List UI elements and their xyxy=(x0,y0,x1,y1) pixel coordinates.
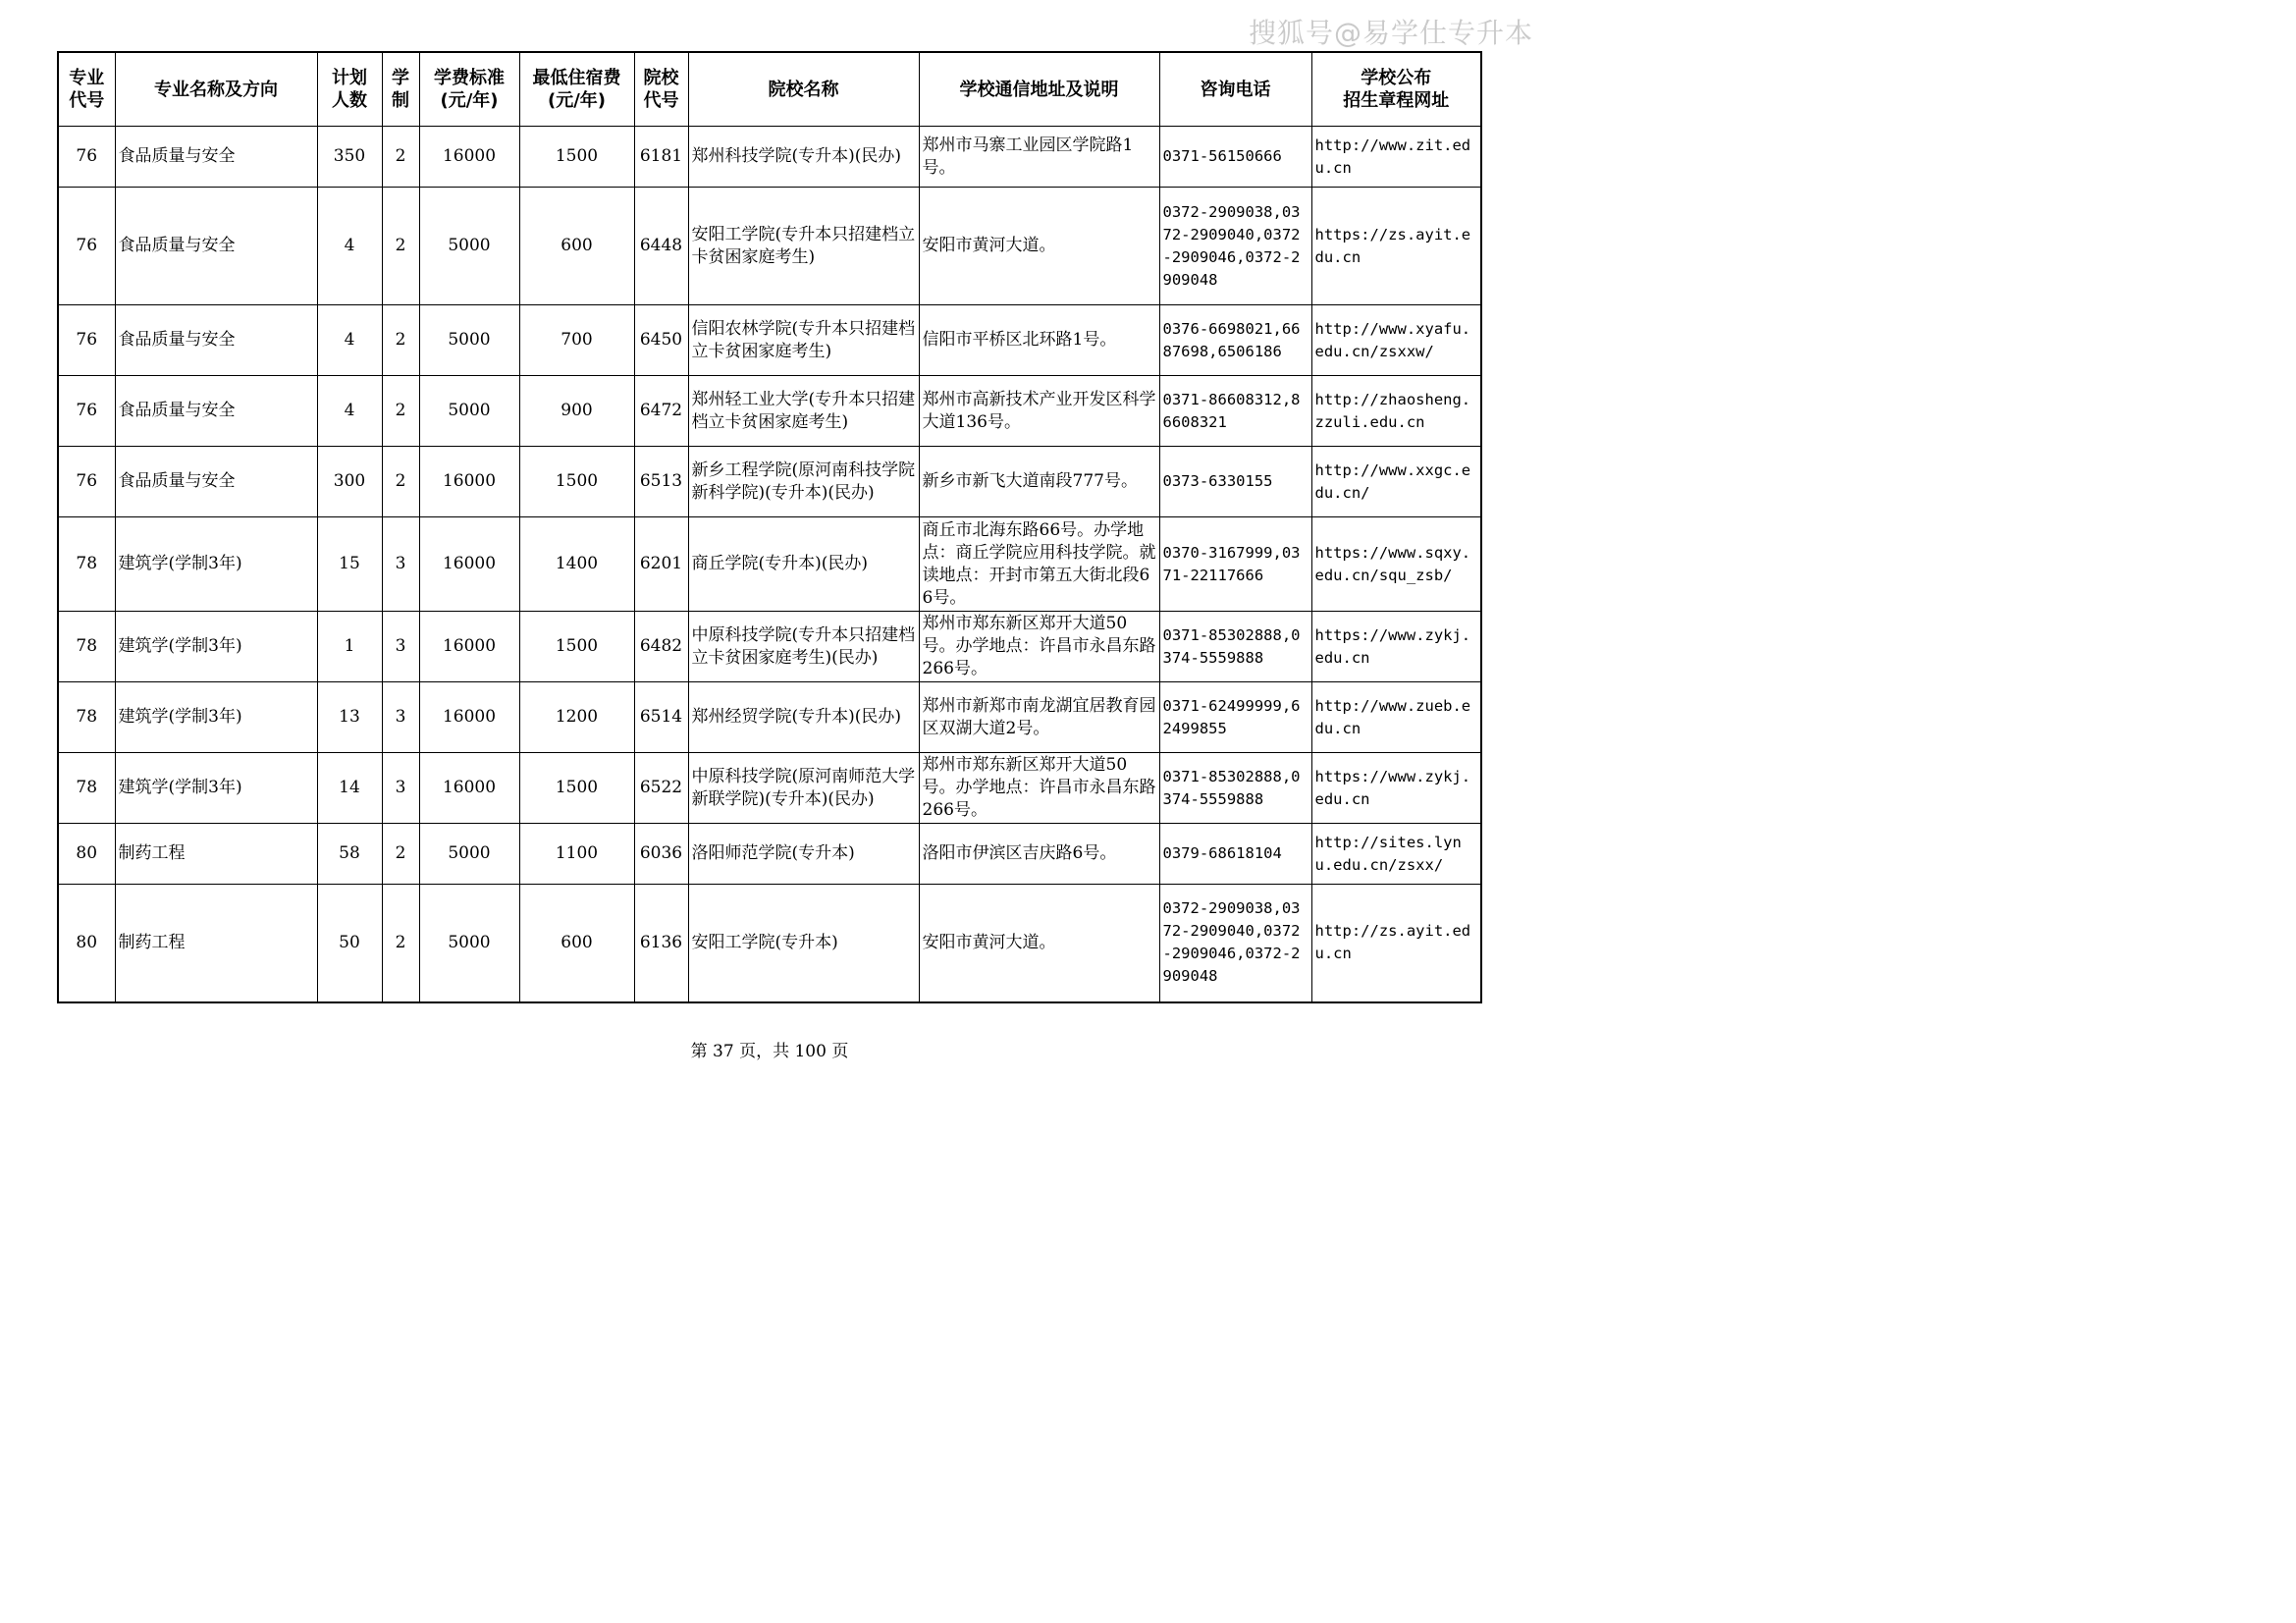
header-charter-url: 学校公布 招生章程网址 xyxy=(1311,52,1481,127)
cell-school-code: 6448 xyxy=(634,188,688,305)
cell-tuition: 16000 xyxy=(419,447,519,517)
cell-tuition: 16000 xyxy=(419,753,519,824)
header-duration: 学 制 xyxy=(382,52,419,127)
cell-phone: 0372-2909038,0372-2909040,0372-2909046,0372-2909048 xyxy=(1159,188,1311,305)
header-row xyxy=(58,52,1481,127)
cell-school-code: 6482 xyxy=(634,612,688,682)
cell-dorm-fee: 1500 xyxy=(519,447,634,517)
cell-tuition: 5000 xyxy=(419,824,519,885)
cell-major-name: 食品质量与安全 xyxy=(115,376,317,447)
table-row xyxy=(58,376,1481,447)
header-tuition: 学费标准 (元/年) xyxy=(419,52,519,127)
cell-duration: 2 xyxy=(382,305,419,376)
cell-school-name: 洛阳师范学院(专升本) xyxy=(688,824,919,885)
cell-charter-url[interactable]: http://www.zueb.edu.cn xyxy=(1311,682,1481,753)
cell-phone: 0372-2909038,0372-2909040,0372-2909046,0372-2909048 xyxy=(1159,885,1311,1002)
cell-dorm-fee: 1500 xyxy=(519,753,634,824)
cell-address: 洛阳市伊滨区吉庆路6号。 xyxy=(919,824,1159,885)
cell-major-name: 制药工程 xyxy=(115,824,317,885)
cell-address: 郑州市高新技术产业开发区科学大道136号。 xyxy=(919,376,1159,447)
table-row xyxy=(58,517,1481,612)
cell-charter-url[interactable]: https://www.zykj.edu.cn xyxy=(1311,612,1481,682)
cell-school-name: 郑州轻工业大学(专升本只招建档立卡贫困家庭考生) xyxy=(688,376,919,447)
table-row xyxy=(58,447,1481,517)
header-plan-count: 计划 人数 xyxy=(317,52,382,127)
cell-plan-count: 13 xyxy=(317,682,382,753)
cell-address: 郑州市郑东新区郑开大道50号。办学地点：许昌市永昌东路266号。 xyxy=(919,612,1159,682)
cell-tuition: 16000 xyxy=(419,517,519,612)
cell-major-code: 76 xyxy=(58,127,115,188)
cell-major-code: 76 xyxy=(58,447,115,517)
cell-charter-url[interactable]: http://sites.lynu.edu.cn/zsxx/ xyxy=(1311,824,1481,885)
cell-address: 郑州市马寨工业园区学院路1号。 xyxy=(919,127,1159,188)
cell-plan-count: 50 xyxy=(317,885,382,1002)
cell-school-code: 6450 xyxy=(634,305,688,376)
cell-plan-count: 1 xyxy=(317,612,382,682)
cell-charter-url[interactable]: https://zs.ayit.edu.cn xyxy=(1311,188,1481,305)
cell-dorm-fee: 1500 xyxy=(519,127,634,188)
cell-major-name: 建筑学(学制3年) xyxy=(115,682,317,753)
cell-major-name: 食品质量与安全 xyxy=(115,447,317,517)
cell-major-code: 78 xyxy=(58,753,115,824)
cell-school-code: 6514 xyxy=(634,682,688,753)
header-phone: 咨询电话 xyxy=(1159,52,1311,127)
cell-charter-url[interactable]: http://www.zit.edu.cn xyxy=(1311,127,1481,188)
cell-phone: 0371-56150666 xyxy=(1159,127,1311,188)
table-row xyxy=(58,682,1481,753)
cell-phone: 0371-85302888,0374-5559888 xyxy=(1159,753,1311,824)
cell-dorm-fee: 1500 xyxy=(519,612,634,682)
cell-major-code: 78 xyxy=(58,612,115,682)
cell-tuition: 5000 xyxy=(419,885,519,1002)
cell-phone: 0370-3167999,0371-22117666 xyxy=(1159,517,1311,612)
cell-plan-count: 350 xyxy=(317,127,382,188)
cell-tuition: 16000 xyxy=(419,612,519,682)
cell-duration: 2 xyxy=(382,885,419,1002)
cell-school-name: 郑州科技学院(专升本)(民办) xyxy=(688,127,919,188)
cell-dorm-fee: 1200 xyxy=(519,682,634,753)
cell-major-code: 80 xyxy=(58,885,115,1002)
cell-school-code: 6136 xyxy=(634,885,688,1002)
cell-plan-count: 4 xyxy=(317,376,382,447)
header-dorm-fee: 最低住宿费 (元/年) xyxy=(519,52,634,127)
cell-duration: 2 xyxy=(382,188,419,305)
cell-charter-url[interactable]: http://www.xxgc.edu.cn/ xyxy=(1311,447,1481,517)
cell-school-name: 商丘学院(专升本)(民办) xyxy=(688,517,919,612)
header-major-code: 专业 代号 xyxy=(58,52,115,127)
cell-dorm-fee: 1100 xyxy=(519,824,634,885)
cell-plan-count: 4 xyxy=(317,305,382,376)
cell-duration: 3 xyxy=(382,753,419,824)
cell-school-name: 中原科技学院(专升本只招建档立卡贫困家庭考生)(民办) xyxy=(688,612,919,682)
cell-charter-url[interactable]: https://www.zykj.edu.cn xyxy=(1311,753,1481,824)
cell-major-code: 76 xyxy=(58,305,115,376)
cell-major-name: 食品质量与安全 xyxy=(115,188,317,305)
cell-charter-url[interactable]: http://zhaosheng.zzuli.edu.cn xyxy=(1311,376,1481,447)
header-school-code: 院校 代号 xyxy=(634,52,688,127)
cell-plan-count: 14 xyxy=(317,753,382,824)
cell-major-name: 建筑学(学制3年) xyxy=(115,517,317,612)
cell-school-code: 6201 xyxy=(634,517,688,612)
cell-charter-url[interactable]: http://www.xyafu.edu.cn/zsxxw/ xyxy=(1311,305,1481,376)
cell-school-name: 信阳农林学院(专升本只招建档立卡贫困家庭考生) xyxy=(688,305,919,376)
cell-plan-count: 15 xyxy=(317,517,382,612)
cell-tuition: 16000 xyxy=(419,682,519,753)
table-row xyxy=(58,305,1481,376)
cell-phone: 0371-62499999,62499855 xyxy=(1159,682,1311,753)
cell-address: 商丘市北海东路66号。办学地点：商丘学院应用科技学院。就读地点：开封市第五大街北段66号。 xyxy=(919,517,1159,612)
cell-dorm-fee: 900 xyxy=(519,376,634,447)
cell-charter-url[interactable]: http://zs.ayit.edu.cn xyxy=(1311,885,1481,1002)
header-address: 学校通信地址及说明 xyxy=(919,52,1159,127)
table-body xyxy=(58,127,1481,1002)
cell-major-name: 食品质量与安全 xyxy=(115,305,317,376)
cell-school-name: 安阳工学院(专升本只招建档立卡贫困家庭考生) xyxy=(688,188,919,305)
cell-school-name: 郑州经贸学院(专升本)(民办) xyxy=(688,682,919,753)
cell-duration: 3 xyxy=(382,517,419,612)
cell-address: 信阳市平桥区北环路1号。 xyxy=(919,305,1159,376)
cell-major-code: 76 xyxy=(58,188,115,305)
cell-dorm-fee: 600 xyxy=(519,885,634,1002)
table-row xyxy=(58,824,1481,885)
cell-plan-count: 58 xyxy=(317,824,382,885)
cell-school-code: 6472 xyxy=(634,376,688,447)
cell-school-name: 安阳工学院(专升本) xyxy=(688,885,919,1002)
cell-tuition: 5000 xyxy=(419,376,519,447)
cell-phone: 0371-86608312,86608321 xyxy=(1159,376,1311,447)
cell-duration: 2 xyxy=(382,376,419,447)
cell-address: 郑州市郑东新区郑开大道50号。办学地点：许昌市永昌东路266号。 xyxy=(919,753,1159,824)
cell-plan-count: 4 xyxy=(317,188,382,305)
cell-school-code: 6181 xyxy=(634,127,688,188)
cell-major-name: 制药工程 xyxy=(115,885,317,1002)
cell-major-code: 76 xyxy=(58,376,115,447)
cell-phone: 0379-68618104 xyxy=(1159,824,1311,885)
cell-duration: 3 xyxy=(382,612,419,682)
cell-school-code: 6513 xyxy=(634,447,688,517)
cell-tuition: 5000 xyxy=(419,305,519,376)
cell-tuition: 16000 xyxy=(419,127,519,188)
cell-major-code: 78 xyxy=(58,682,115,753)
cell-school-name: 新乡工程学院(原河南科技学院新科学院)(专升本)(民办) xyxy=(688,447,919,517)
cell-duration: 2 xyxy=(382,447,419,517)
cell-address: 安阳市黄河大道。 xyxy=(919,885,1159,1002)
cell-phone: 0371-85302888,0374-5559888 xyxy=(1159,612,1311,682)
cell-tuition: 5000 xyxy=(419,188,519,305)
table-row xyxy=(58,885,1481,1002)
cell-major-code: 80 xyxy=(58,824,115,885)
cell-address: 郑州市新郑市南龙湖宜居教育园区双湖大道2号。 xyxy=(919,682,1159,753)
cell-major-code: 78 xyxy=(58,517,115,612)
table-row xyxy=(58,188,1481,305)
cell-major-name: 建筑学(学制3年) xyxy=(115,612,317,682)
cell-school-code: 6036 xyxy=(634,824,688,885)
table-row xyxy=(58,127,1481,188)
header-major-name: 专业名称及方向 xyxy=(115,52,317,127)
table-row xyxy=(58,612,1481,682)
header-school-name: 院校名称 xyxy=(688,52,919,127)
cell-duration: 3 xyxy=(382,682,419,753)
cell-plan-count: 300 xyxy=(317,447,382,517)
page-footer: 第 37 页，共 100 页 xyxy=(690,1042,849,1061)
cell-dorm-fee: 600 xyxy=(519,188,634,305)
cell-major-name: 建筑学(学制3年) xyxy=(115,753,317,824)
cell-dorm-fee: 1400 xyxy=(519,517,634,612)
cell-duration: 2 xyxy=(382,127,419,188)
table-row xyxy=(58,753,1481,824)
cell-school-code: 6522 xyxy=(634,753,688,824)
cell-phone: 0376-6698021,6687698,6506186 xyxy=(1159,305,1311,376)
cell-phone: 0373-6330155 xyxy=(1159,447,1311,517)
cell-address: 新乡市新飞大道南段777号。 xyxy=(919,447,1159,517)
admissions-table xyxy=(57,51,1482,1003)
cell-dorm-fee: 700 xyxy=(519,305,634,376)
cell-duration: 2 xyxy=(382,824,419,885)
watermark: 搜狐号@易学仕专升本 xyxy=(1248,17,1533,49)
cell-school-name: 中原科技学院(原河南师范大学新联学院)(专升本)(民办) xyxy=(688,753,919,824)
cell-address: 安阳市黄河大道。 xyxy=(919,188,1159,305)
cell-major-name: 食品质量与安全 xyxy=(115,127,317,188)
cell-charter-url[interactable]: https://www.sqxy.edu.cn/squ_zsb/ xyxy=(1311,517,1481,612)
